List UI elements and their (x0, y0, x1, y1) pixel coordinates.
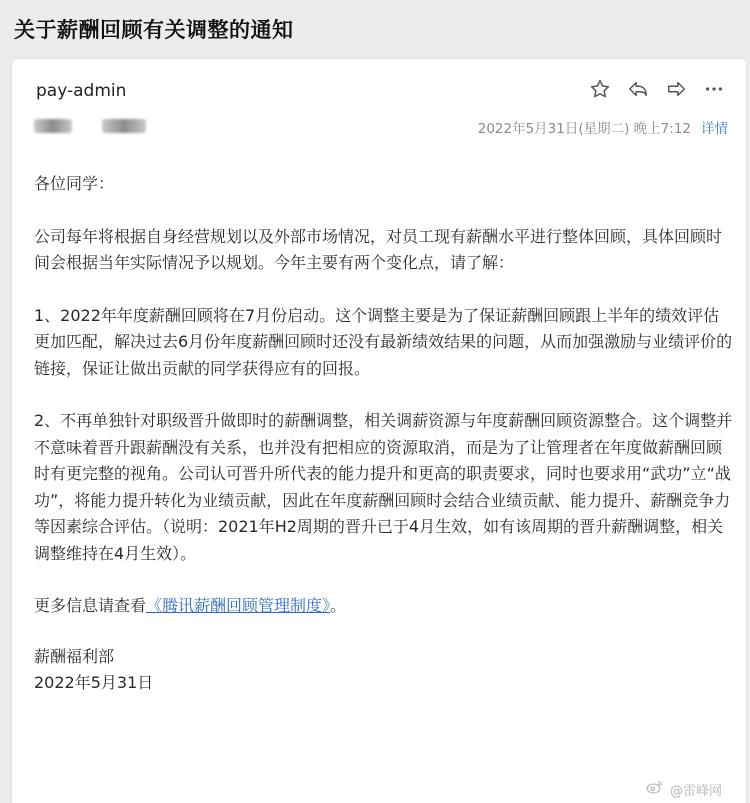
detail-link[interactable]: 详情 (701, 121, 728, 137)
forward-icon[interactable] (664, 77, 688, 101)
policy-link[interactable]: 《腾讯薪酬回顾管理制度》 (146, 596, 331, 615)
point-1-paragraph: 1、2022年年度薪酬回顾将在7月份启动。这个调整主要是为了保证薪酬回顾跟上半年的绩效评估更加匹配，解决过去6月份年度薪酬回顾时还没有最新绩效结果的问题，从而加强激励与业绩评价的链接，保证让做出贡献的同学获得应有的回报。 (34, 305, 733, 378)
page-title: 关于薪酬回顾有关调整的通知 (14, 18, 294, 42)
email-meta (478, 117, 728, 137)
email-toolbar (588, 77, 726, 101)
watermark-text: @雷峰网 (669, 783, 722, 799)
weibo-icon (646, 779, 664, 799)
email-datetime: 2022年5月31日(星期二) 晚上7:12 (477, 121, 691, 137)
greeting: 各位同学： (34, 174, 115, 193)
recipients-redacted (34, 119, 146, 133)
more-info-suffix: 。 (330, 596, 347, 615)
watermark (646, 779, 722, 799)
more-icon[interactable] (702, 77, 726, 101)
more-info-line (34, 593, 734, 620)
sender-name[interactable]: pay-admin (36, 81, 127, 101)
star-icon[interactable] (588, 77, 612, 101)
email-body (34, 171, 734, 697)
redacted-recipient (34, 119, 72, 133)
email-card (11, 58, 747, 803)
signature-date: 2022年5月31日 (34, 673, 154, 692)
signature (34, 644, 734, 697)
redacted-recipient (102, 119, 146, 133)
intro-paragraph: 公司每年将根据自身经营规划以及外部市场情况，对员工现有薪酬水平进行整体回顾，具体回顾时间会根据当年实际情况予以规划。今年主要有两个变化点，请了解： (34, 226, 723, 272)
reply-icon[interactable] (626, 77, 650, 101)
more-info-prefix: 更多信息请查看 (34, 596, 147, 615)
point-2-paragraph: 2、不再单独针对职级晋升做即时的薪酬调整，相关调薪资源与年度薪酬回顾资源整合。这个调整并不意味着晋升跟薪酬没有关系，也并没有把相应的资源取消，而是为了让管理者在年度做薪酬回顾时有更完整的视角。公司认可晋升所代表的能力提升和更高的职责要求，同时也要求用“武功”立“战功”，将能力提升转化为业绩贡献，因此在年度薪酬回顾时会结合业绩贡献、能力提升、薪酬竞争力等因素综合评估。（说明：2021年H2周期的晋升已于4月生效，如有该周期的晋升薪酬调整，相关调整维持在4月生效）。 (34, 411, 733, 563)
signature-dept: 薪酬福利部 (34, 646, 115, 666)
